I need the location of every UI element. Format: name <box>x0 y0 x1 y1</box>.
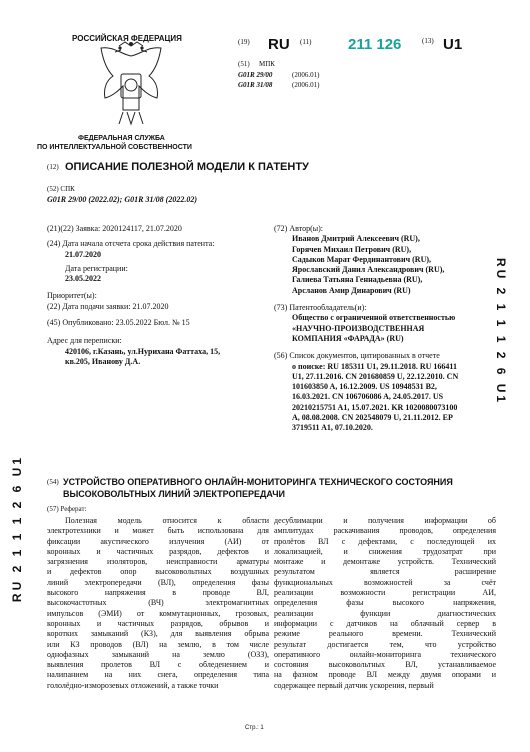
title-code: (12) <box>47 163 59 171</box>
emblem-logo <box>93 40 169 128</box>
spk-label: (52) СПК <box>47 185 75 193</box>
abstract-line: реализации возможности регистрации АИ, <box>274 588 496 598</box>
abstract-line: режиме реального времени. Технический <box>274 629 496 639</box>
abstract-line: коронных и частичных разрядов, обрывов и <box>47 618 269 628</box>
abstract-line: оперативного онлайн-мониторинга технического <box>274 649 496 659</box>
agency-name-line2: ПО ИНТЕЛЛЕКТУАЛЬНОЙ СОБСТВЕННОСТИ <box>37 144 192 151</box>
abstract-line: фиксации акустического излучения (АИ) от <box>47 536 269 546</box>
invention-title-line-2: ВЫСОКОВОЛЬТНЫХ ЛИНИЙ ЭЛЕКТРОПЕРЕДАЧИ <box>63 489 286 499</box>
abstract-line: пролётов ВЛ с дефектами, с последующей их <box>274 536 496 546</box>
cited-line: 16.03.2021. CN 106706086 A, 24.05.2017. US <box>292 392 444 402</box>
author-item: Садыков Марат Фердинантович (RU), <box>292 254 432 264</box>
abstract-line: на фазном проводе ВЛ между двумя опорами и <box>274 670 496 680</box>
author-item: Горячев Михаил Петрович (RU), <box>292 244 412 254</box>
filing-date: (22) Дата подачи заявки: 21.07.2020 <box>47 301 169 311</box>
authors-label: (72) Автор(ы): <box>274 224 323 233</box>
abstract-line: монтаже и демонтаже устройств. Технический <box>274 557 496 567</box>
abstract-line: состояния высоковольтных ВЛ, устанавливаемое <box>274 660 496 670</box>
address-line-1: 420106, г.Казань, ул.Нурихана Фаттаха, 15, <box>65 346 221 356</box>
abstract-line: информации с датчиков на облачный сервер в <box>274 618 496 628</box>
cited-line: 3719511 A1, 07.10.2020. <box>292 423 373 433</box>
ipc-class-1: G01R 29/00 <box>238 71 273 79</box>
abstract-line: загрязнения изоляторов, неисправности арматуры <box>47 557 269 567</box>
cited-line: A, 08.08.2008. CN 202548079 U, 21.11.2012. EP <box>292 413 453 423</box>
abstract-line: десублимации и получения информации об <box>274 516 496 525</box>
agency-name-line1: ФЕДЕРАЛЬНАЯ СЛУЖБА <box>78 135 165 142</box>
abstract-line: высокочастотных (ВЧ) электромагнитных <box>47 598 269 608</box>
authors-block <box>274 224 486 434</box>
owner-line-3: КОМПАНИЯ «ФАРАДА» (RU) <box>292 333 404 343</box>
abstract-line: и дефектов опор высоковольтных воздушных <box>47 567 269 577</box>
code-13: (13) <box>422 37 434 45</box>
code-11: (11) <box>300 38 312 46</box>
author-item: Иванов Дмитрий Алексеевич (RU), <box>292 234 420 244</box>
abstract-line: электротехники и может быть использована для <box>47 526 269 536</box>
author-item: Арсланов Амир Динарович (RU) <box>292 285 411 295</box>
invention-title <box>63 476 493 500</box>
kind-code: U1 <box>443 36 463 53</box>
abstract-line: Полезная модель относится к области <box>65 516 269 525</box>
abstract-line: линий электропередачи (ВЛ), определения фазы <box>47 577 269 587</box>
author-item: Галиева Татьяна Геннадьевна (RU), <box>292 275 423 285</box>
publication-info: (45) Опубликовано: 23.05.2022 Бюл. № 15 <box>47 318 190 328</box>
country-name: РОССИЙСКАЯ ФЕДЕРАЦИЯ <box>72 34 182 43</box>
patent-number: 211 126 <box>348 36 402 53</box>
author-item: Ярославский Данил Александрович (RU), <box>292 265 445 275</box>
code-51: (51) <box>238 60 250 68</box>
side-label-right: RU 2 1 1 1 2 6 U1 <box>494 258 508 406</box>
country-code: RU <box>268 36 290 53</box>
abstract-line: результатом является расширение <box>274 567 496 577</box>
priority-label: Приоритет(ы): <box>47 291 97 301</box>
abstract-line: результат достигается тем, что устройство <box>274 639 496 649</box>
registration-label: Дата регистрации: <box>65 263 128 273</box>
owner-line-1: Общество с ограниченной ответственностью <box>292 313 456 323</box>
abstract-line: функциональных возможностей за счёт <box>274 577 496 587</box>
abstract-line: высокого напряжения в проводе ВЛ, <box>47 588 269 598</box>
abstract-line: амплитудах раскачивания проводов, определения <box>274 526 496 536</box>
ipc-class-2: G01R 31/08 <box>238 81 273 89</box>
abstract-right-column <box>274 516 496 691</box>
application-number: (21)(22) Заявка: 2020124117, 21.07.2020 <box>47 224 182 233</box>
abstract-line: содержащее первый датчик ускорения, первый <box>274 680 434 690</box>
owner-label: (73) Патентообладатель(и): <box>274 303 367 313</box>
abstract-line: определения фазы высокого напряжения, <box>274 598 496 608</box>
abstract-line: однофазных замыканий на землю (ОЗЗ), <box>47 649 269 659</box>
mpk-label: МПК <box>259 60 275 68</box>
side-label-left: RU 2 1 1 1 2 6 U1 <box>10 455 24 603</box>
abstract-line: локализацией, и снижения трудозатрат при <box>274 546 496 556</box>
ipc-class-1-date: (2006.01) <box>292 71 320 79</box>
abstract-left-column <box>47 516 269 691</box>
spk-value: G01R 29/00 (2022.02); G01R 31/08 (2022.02) <box>47 195 197 204</box>
owner-line-2: «НАУЧНО-ПРОИЗВОДСТВЕННАЯ <box>292 323 425 333</box>
abstract-line: коротких замыканий (КЗ), для выявления обрыва <box>47 629 269 639</box>
address-label: Адрес для переписки: <box>47 336 122 346</box>
cited-line: 20210215751 A1, 15.07.2021. KR 1020080073100 <box>292 402 458 412</box>
cited-line: (56) Список документов, цитированных в отчете <box>274 351 440 361</box>
application-info <box>47 224 269 367</box>
cited-line: 101603850 A, 16.12.2009. US 10948531 B2, <box>292 382 437 392</box>
abstract-label: (57) Реферат: <box>47 505 87 513</box>
document-title: ОПИСАНИЕ ПОЛЕЗНОЙ МОДЕЛИ К ПАТЕНТУ <box>65 161 309 173</box>
invention-title-code: (54) <box>47 478 59 486</box>
abstract-line: реализации функции диагностических <box>274 608 496 618</box>
abstract-line: гололёдно-изморозевых отложений, а также точки <box>47 680 219 690</box>
invention-title-line-1: УСТРОЙСТВО ОПЕРАТИВНОГО ОНЛАЙН-МОНИТОРИНГА ТЕХНИЧЕСКОГО СОСТОЯНИЯ <box>63 477 453 487</box>
start-date-label: (24) Дата начала отсчета срока действия патента: <box>47 239 215 249</box>
page-footer: Стр.: 1 <box>245 725 264 731</box>
cited-line: U1, 27.11.2016. CN 201680859 U, 22.12.2010. CN <box>292 371 459 381</box>
ipc-class-2-date: (2006.01) <box>292 81 320 89</box>
abstract-line: выявления пролетов ВЛ с обледенением и <box>47 660 269 670</box>
address-line-2: кв.205, Иванову Д.А. <box>65 356 141 366</box>
code-19: (19) <box>238 38 250 46</box>
abstract-line: импульсов (ЭМИ) от коммутационных, грозовых, <box>47 608 269 618</box>
abstract-line: коронных и частичных разрядов, дефектов и <box>47 546 269 556</box>
cited-line: о поиске: RU 185311 U1, 29.11.2018. RU 166411 <box>292 361 457 371</box>
registration-date: 23.05.2022 <box>65 274 101 284</box>
abstract-line: или КЗ проводов (ВЛ) на землю, в том числе <box>47 639 269 649</box>
start-date: 21.07.2020 <box>65 249 101 259</box>
abstract-line: налипанием на них снега, определения типа <box>47 670 269 680</box>
